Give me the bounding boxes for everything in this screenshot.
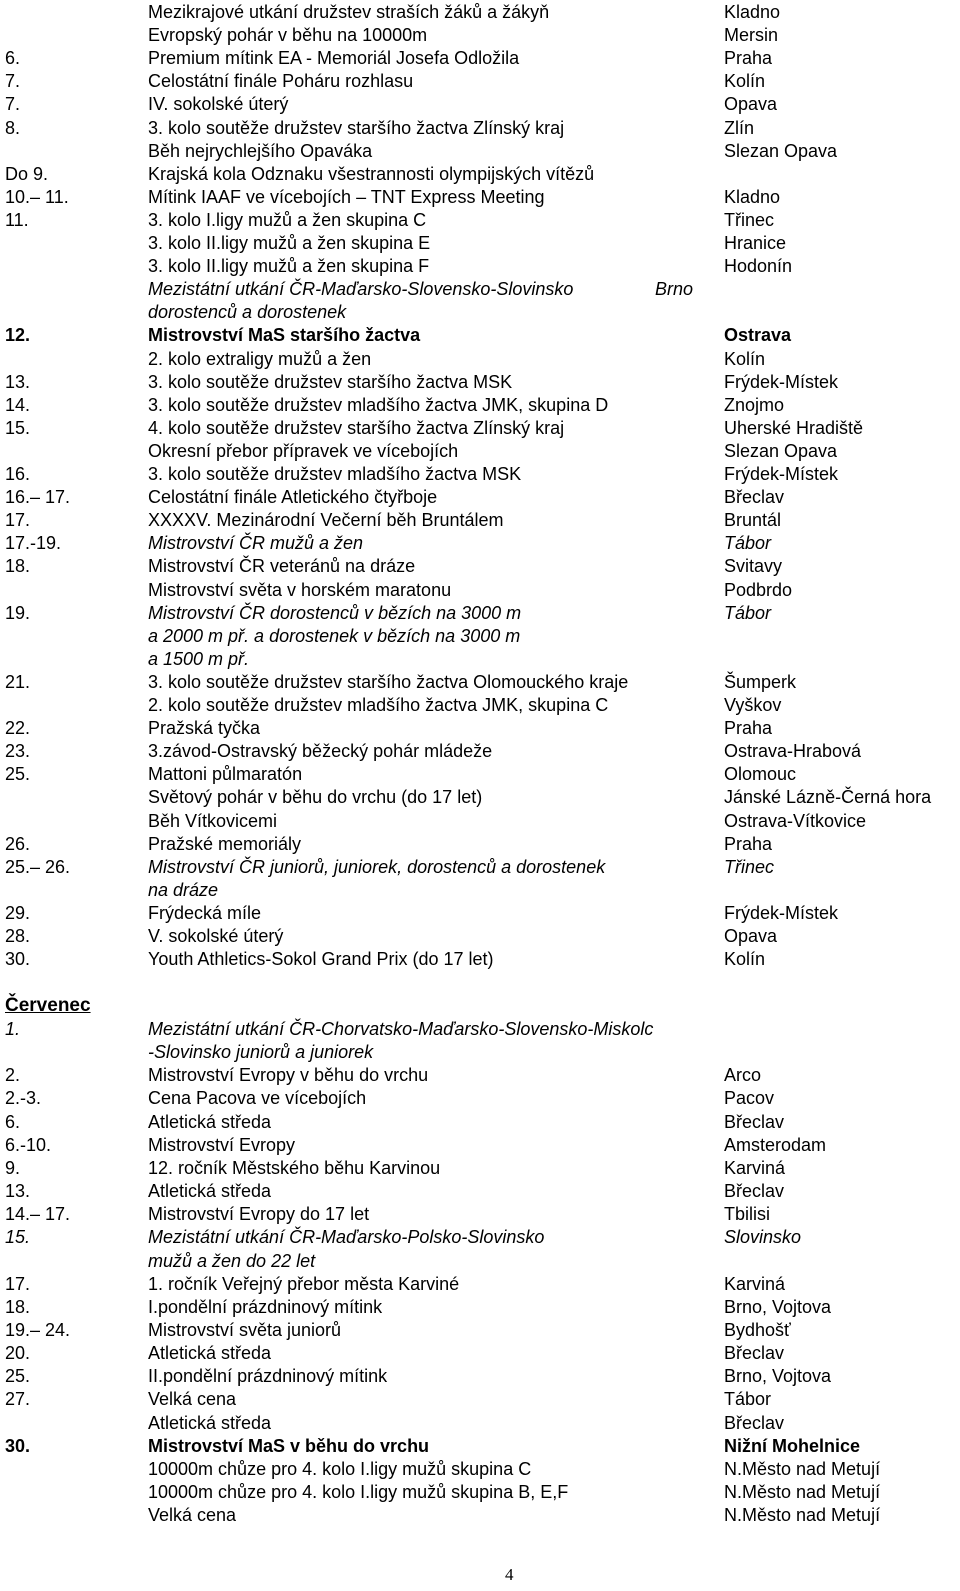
event-place: Vyškov: [724, 695, 782, 715]
event-name: Mistrovství Evropy v běhu do vrchu: [148, 1065, 429, 1086]
event-name: Světový pohár v běhu do vrchu (do 17 let): [148, 787, 483, 808]
event-place: Břeclav: [724, 1412, 785, 1433]
event-name: Celostátní finále Poháru rozhlasu: [148, 71, 414, 92]
event-name: Youth Athletics-Sokol Grand Prix (do 17 let): [148, 949, 494, 970]
event-place: Olomouc: [724, 764, 797, 785]
event-place: Uherské Hradiště: [724, 417, 864, 438]
schedule-row: [0, 509, 960, 532]
event-place: Kolín: [724, 71, 766, 92]
event-name: II.pondělní prázdninový mítink: [148, 1366, 388, 1387]
schedule-row: [0, 1296, 960, 1319]
event-date: Do 9.: [5, 163, 49, 184]
event-date: 18.: [5, 556, 31, 577]
schedule-row: [0, 1157, 960, 1180]
event-name: mužů a žen do 22 let: [148, 1250, 316, 1271]
event-place: Bruntál: [724, 510, 782, 531]
schedule-row: [0, 1319, 960, 1342]
event-name: Mistrovství Evropy: [148, 1134, 296, 1155]
event-name: Mistrovství ČR dorostenců v bězích na 3000 m: [148, 602, 522, 623]
event-date: 19.– 24.: [5, 1319, 71, 1340]
event-place: Hranice: [724, 233, 787, 253]
event-place: Brno, Vojtova: [724, 1296, 832, 1317]
event-name: Mistrovství ČR juniorů, juniorek, dorostenců a dorostenek: [148, 856, 606, 877]
event-place: Pacov: [724, 1088, 775, 1109]
schedule-row: [0, 1388, 960, 1411]
event-name: a 2000 m př. a dorostenek v bězích na 3000 m: [148, 625, 521, 646]
event-name: Mistrovství světa juniorů: [148, 1319, 342, 1340]
event-place: Kladno: [724, 2, 781, 22]
event-place: N.Město nad Metují: [724, 1505, 881, 1526]
schedule-row: [0, 902, 960, 925]
event-name: na dráze: [148, 879, 219, 900]
event-date: 23.: [5, 741, 31, 762]
event-place: Břeclav: [724, 487, 785, 508]
schedule-row: [0, 1226, 960, 1249]
event-date: 18.: [5, 1296, 31, 1317]
event-date: 1.: [5, 1019, 21, 1039]
schedule-row: [0, 1111, 960, 1134]
event-place: Brno, Vojtova: [724, 1366, 832, 1387]
schedule-row: [0, 1412, 960, 1435]
event-name: dorostenců a dorostenek: [148, 302, 347, 323]
schedule-row: [0, 93, 960, 116]
schedule-row: [0, 1342, 960, 1365]
event-name: 2. kolo soutěže družstev mladšího žactva JMK, skupina C: [148, 695, 609, 715]
event-name: Mistrovství MaS v běhu do vrchu: [148, 1435, 430, 1456]
schedule-row: [0, 763, 960, 786]
schedule-row: [0, 1041, 960, 1064]
event-date: 25.– 26.: [5, 856, 71, 877]
event-name: Okresní přebor přípravek ve vícebojích: [148, 440, 459, 461]
event-place: N.Město nad Metují: [724, 1458, 881, 1479]
event-name: Mezistátní utkání ČR-Maďarsko-Slovensko-Slovinsko: [148, 279, 574, 300]
schedule-row: [0, 371, 960, 394]
event-name: Mattoni půlmaratón: [148, 764, 303, 785]
schedule-row: [0, 532, 960, 555]
event-name: Pražské memoriály: [148, 833, 302, 854]
event-name: Mezistátní utkání ČR-Maďarsko-Polsko-Slovinsko: [148, 1227, 545, 1248]
event-name: 2. kolo extraligy mužů a žen: [148, 348, 372, 369]
event-place: Frýdek-Místek: [724, 464, 839, 484]
schedule-row: [0, 925, 960, 948]
schedule-row: [0, 1064, 960, 1087]
event-place: Svitavy: [724, 556, 783, 577]
event-name: Běh nejrychlejšího Opaváka: [148, 140, 373, 161]
event-date: 15.: [5, 1227, 31, 1248]
schedule-row: [0, 625, 960, 648]
event-name: Mistrovství ČR mužů a žen: [148, 533, 364, 554]
event-name: XXXXV. Mezinárodní Večerní běh Bruntálem: [148, 510, 504, 531]
event-place: Nižní Mohelnice: [724, 1435, 861, 1456]
schedule-row: [0, 1435, 960, 1458]
event-place: Ostrava: [724, 325, 792, 346]
schedule-row: [0, 948, 960, 971]
schedule-row: [0, 694, 960, 717]
event-date: 6.-10.: [5, 1134, 52, 1155]
schedule-row: [0, 117, 960, 140]
schedule-row: [0, 1180, 960, 1203]
event-name: 10000m chůze pro 4. kolo I.ligy mužů skupina C: [148, 1458, 532, 1479]
schedule-row: [0, 879, 960, 902]
event-date: 14.– 17.: [5, 1204, 71, 1225]
event-name: 3. kolo I.ligy mužů a žen skupina C: [148, 209, 427, 230]
event-date: 6.: [5, 1111, 21, 1132]
schedule-row: [0, 209, 960, 232]
schedule-row: [0, 440, 960, 463]
event-place: Hodonín: [724, 256, 793, 277]
schedule-row: [0, 1, 960, 24]
schedule-row: [0, 1203, 960, 1226]
event-name: 4. kolo soutěže družstev staršího žactva Zlínský kraj: [148, 417, 565, 438]
event-place: Slovinsko: [724, 1227, 802, 1248]
event-name: Atletická středa: [148, 1343, 272, 1364]
schedule-row: [0, 555, 960, 578]
schedule-row: [0, 70, 960, 93]
event-place: Břeclav: [724, 1343, 785, 1364]
event-place: Třinec: [724, 209, 775, 230]
event-date: 25.: [5, 1366, 31, 1387]
event-date: 7.: [5, 94, 21, 115]
event-date: 12.: [5, 325, 31, 346]
page-number: 4: [505, 1565, 514, 1584]
event-name: 3. kolo II.ligy mužů a žen skupina E: [148, 233, 431, 253]
schedule-row: [0, 24, 960, 47]
event-name: Evropský pohár v běhu na 10000m: [148, 25, 428, 46]
schedule-row: [0, 186, 960, 209]
event-name: Frýdecká míle: [148, 902, 262, 923]
event-date: 14.: [5, 394, 31, 415]
event-name: I.pondělní prázdninový mítink: [148, 1296, 383, 1317]
event-place: Kladno: [724, 186, 781, 207]
schedule-row: [0, 1134, 960, 1157]
event-name: Cena Pacova ve vícebojích: [148, 1088, 367, 1109]
event-place: Arco: [724, 1065, 762, 1086]
event-name: 3. kolo soutěže družstev mladšího žactva MSK: [148, 464, 522, 484]
event-name: 3. kolo II.ligy mužů a žen skupina F: [148, 256, 430, 277]
event-date: 30.: [5, 1435, 31, 1456]
event-name: IV. sokolské úterý: [148, 94, 289, 115]
event-place: Slezan Opava: [724, 440, 838, 461]
event-name: -Slovinsko juniorů a juniorek: [148, 1042, 374, 1063]
event-date: 25.: [5, 764, 31, 785]
event-place: Šumperk: [724, 671, 797, 692]
event-place: Tábor: [724, 1389, 772, 1410]
schedule-row: [0, 301, 960, 324]
event-name: Mezistátní utkání ČR-Chorvatsko-Maďarsko-Slovensko-Miskolc: [148, 1019, 654, 1039]
event-place: Brno: [655, 279, 694, 300]
event-date: 27.: [5, 1389, 31, 1410]
event-place: Ostrava-Hrabová: [724, 741, 862, 762]
event-place: Kolín: [724, 348, 766, 369]
event-place: N.Město nad Metují: [724, 1482, 881, 1502]
schedule-row: [0, 1273, 960, 1296]
event-place: Bydhošť: [724, 1319, 791, 1340]
event-place: Slezan Opava: [724, 140, 838, 161]
schedule-row: [0, 740, 960, 763]
event-name: Velká cena: [148, 1505, 237, 1526]
schedule-row: [0, 1504, 960, 1527]
event-place: Praha: [724, 833, 773, 854]
event-name: Mistrovství Evropy do 17 let: [148, 1204, 370, 1225]
schedule-row: [0, 463, 960, 486]
schedule-row: [0, 163, 960, 186]
event-name: Mistrovství světa v horském maratonu: [148, 579, 452, 600]
schedule-row: [0, 140, 960, 163]
event-name: Běh Vítkovicemi: [148, 810, 278, 831]
event-place: Mersin: [724, 25, 779, 46]
event-date: 17.-19.: [5, 533, 62, 554]
event-place: Tábor: [724, 602, 772, 623]
event-place: Zlín: [724, 117, 755, 138]
schedule-row: [0, 1458, 960, 1481]
event-place: Praha: [724, 718, 773, 739]
event-date: 17.: [5, 510, 31, 531]
event-name: Atletická středa: [148, 1181, 272, 1202]
event-name: Atletická středa: [148, 1111, 272, 1132]
event-name: Velká cena: [148, 1389, 237, 1410]
event-date: 20.: [5, 1343, 31, 1364]
event-name: a 1500 m př.: [148, 648, 250, 669]
event-date: 9.: [5, 1157, 21, 1178]
event-place: Amsterodam: [724, 1134, 827, 1155]
event-date: 15.: [5, 417, 31, 438]
event-date: 13.: [5, 1181, 31, 1202]
schedule-row: [0, 1365, 960, 1388]
event-date: 26.: [5, 833, 31, 854]
event-name: Pražská tyčka: [148, 718, 261, 739]
event-place: Karviná: [724, 1157, 786, 1178]
schedule-row: [0, 1481, 960, 1504]
schedule-row: [0, 579, 960, 602]
event-date: 11.: [5, 209, 29, 230]
schedule-row: [0, 255, 960, 278]
event-name: 3.závod-Ostravský běžecký pohár mládeže: [148, 741, 493, 762]
schedule-row: [0, 671, 960, 694]
schedule-row: [0, 232, 960, 255]
event-place: Tábor: [724, 533, 772, 554]
event-name: Krajská kola Odznaku všestrannosti olympijských vítězů: [148, 163, 595, 184]
event-name: 10000m chůze pro 4. kolo I.ligy mužů skupina B, E,F: [148, 1482, 569, 1502]
schedule-row: [0, 324, 960, 347]
event-place: Podbrdo: [724, 579, 793, 600]
schedule-row: [0, 417, 960, 440]
event-place: Tbilisi: [724, 1204, 771, 1225]
event-name: 3. kolo soutěže družstev staršího žactva Zlínský kraj: [148, 117, 565, 138]
event-place: Karviná: [724, 1273, 786, 1294]
event-date: 21.: [5, 671, 31, 692]
schedule-row: [0, 786, 960, 809]
schedule-row: [0, 1018, 960, 1041]
event-place: Praha: [724, 48, 773, 69]
event-place: Znojmo: [724, 394, 785, 415]
schedule-row: [0, 278, 960, 301]
event-place: Břeclav: [724, 1181, 785, 1202]
event-date: 8.: [5, 117, 21, 138]
schedule-row: [0, 1087, 960, 1110]
schedule-row: [0, 486, 960, 509]
event-date: 28.: [5, 926, 31, 946]
schedule-row: [0, 833, 960, 856]
event-name: 1. ročník Veřejný přebor města Karviné: [148, 1273, 460, 1294]
event-name: Mistrovství ČR veteránů na dráze: [148, 556, 416, 577]
event-date: 2.-3.: [5, 1088, 42, 1109]
event-name: Mítink IAAF ve vícebojích – TNT Express Meeting: [148, 186, 545, 207]
event-place: Třinec: [724, 856, 775, 877]
event-date: 16.– 17.: [5, 487, 71, 508]
event-date: 19.: [5, 602, 31, 623]
schedule-row: [0, 648, 960, 671]
event-date: 13.: [5, 371, 31, 392]
event-date: 2.: [5, 1065, 21, 1086]
event-place: Frýdek-Místek: [724, 902, 839, 923]
event-name: 3. kolo soutěže družstev staršího žactva Olomouckého kraje: [148, 671, 629, 692]
event-place: Jánské Lázně-Černá hora: [724, 787, 932, 808]
schedule-row: [0, 348, 960, 371]
event-place: Kolín: [724, 949, 766, 970]
event-date: 6.: [5, 48, 21, 69]
event-date: 10.– 11.: [5, 186, 69, 207]
schedule-row: [0, 810, 960, 833]
event-name: Mistrovství MaS staršího žactva: [148, 325, 421, 346]
schedule-row: [0, 856, 960, 879]
schedule-row: [0, 394, 960, 417]
event-name: Premium mítink EA - Memoriál Josefa Odložila: [148, 48, 520, 69]
event-place: Opava: [724, 94, 778, 115]
event-place: Frýdek-Místek: [724, 371, 839, 392]
event-date: 22.: [5, 718, 31, 739]
schedule-row: [0, 602, 960, 625]
event-date: 7.: [5, 71, 21, 92]
event-name: Celostátní finále Atletického čtyřboje: [148, 487, 438, 508]
event-date: 17.: [5, 1273, 31, 1294]
event-place: Opava: [724, 926, 778, 946]
schedule-row: [0, 47, 960, 70]
event-place: Břeclav: [724, 1111, 785, 1132]
event-place: Ostrava-Vítkovice: [724, 810, 867, 831]
event-date: 16.: [5, 464, 31, 484]
schedule-row: [0, 1250, 960, 1273]
event-name: Atletická středa: [148, 1412, 272, 1433]
schedule-row: [0, 717, 960, 740]
event-date: 30.: [5, 949, 31, 970]
month-heading: Červenec: [5, 995, 91, 1016]
event-name: 3. kolo soutěže družstev mladšího žactva JMK, skupina D: [148, 394, 609, 415]
event-date: 29.: [5, 902, 31, 923]
event-name: V. sokolské úterý: [148, 926, 284, 946]
event-name: Mezikrajové utkání družstev straších žáků a žákyň: [148, 2, 550, 22]
event-name: 3. kolo soutěže družstev staršího žactva MSK: [148, 371, 513, 392]
event-name: 12. ročník Městského běhu Karvinou: [148, 1157, 441, 1178]
